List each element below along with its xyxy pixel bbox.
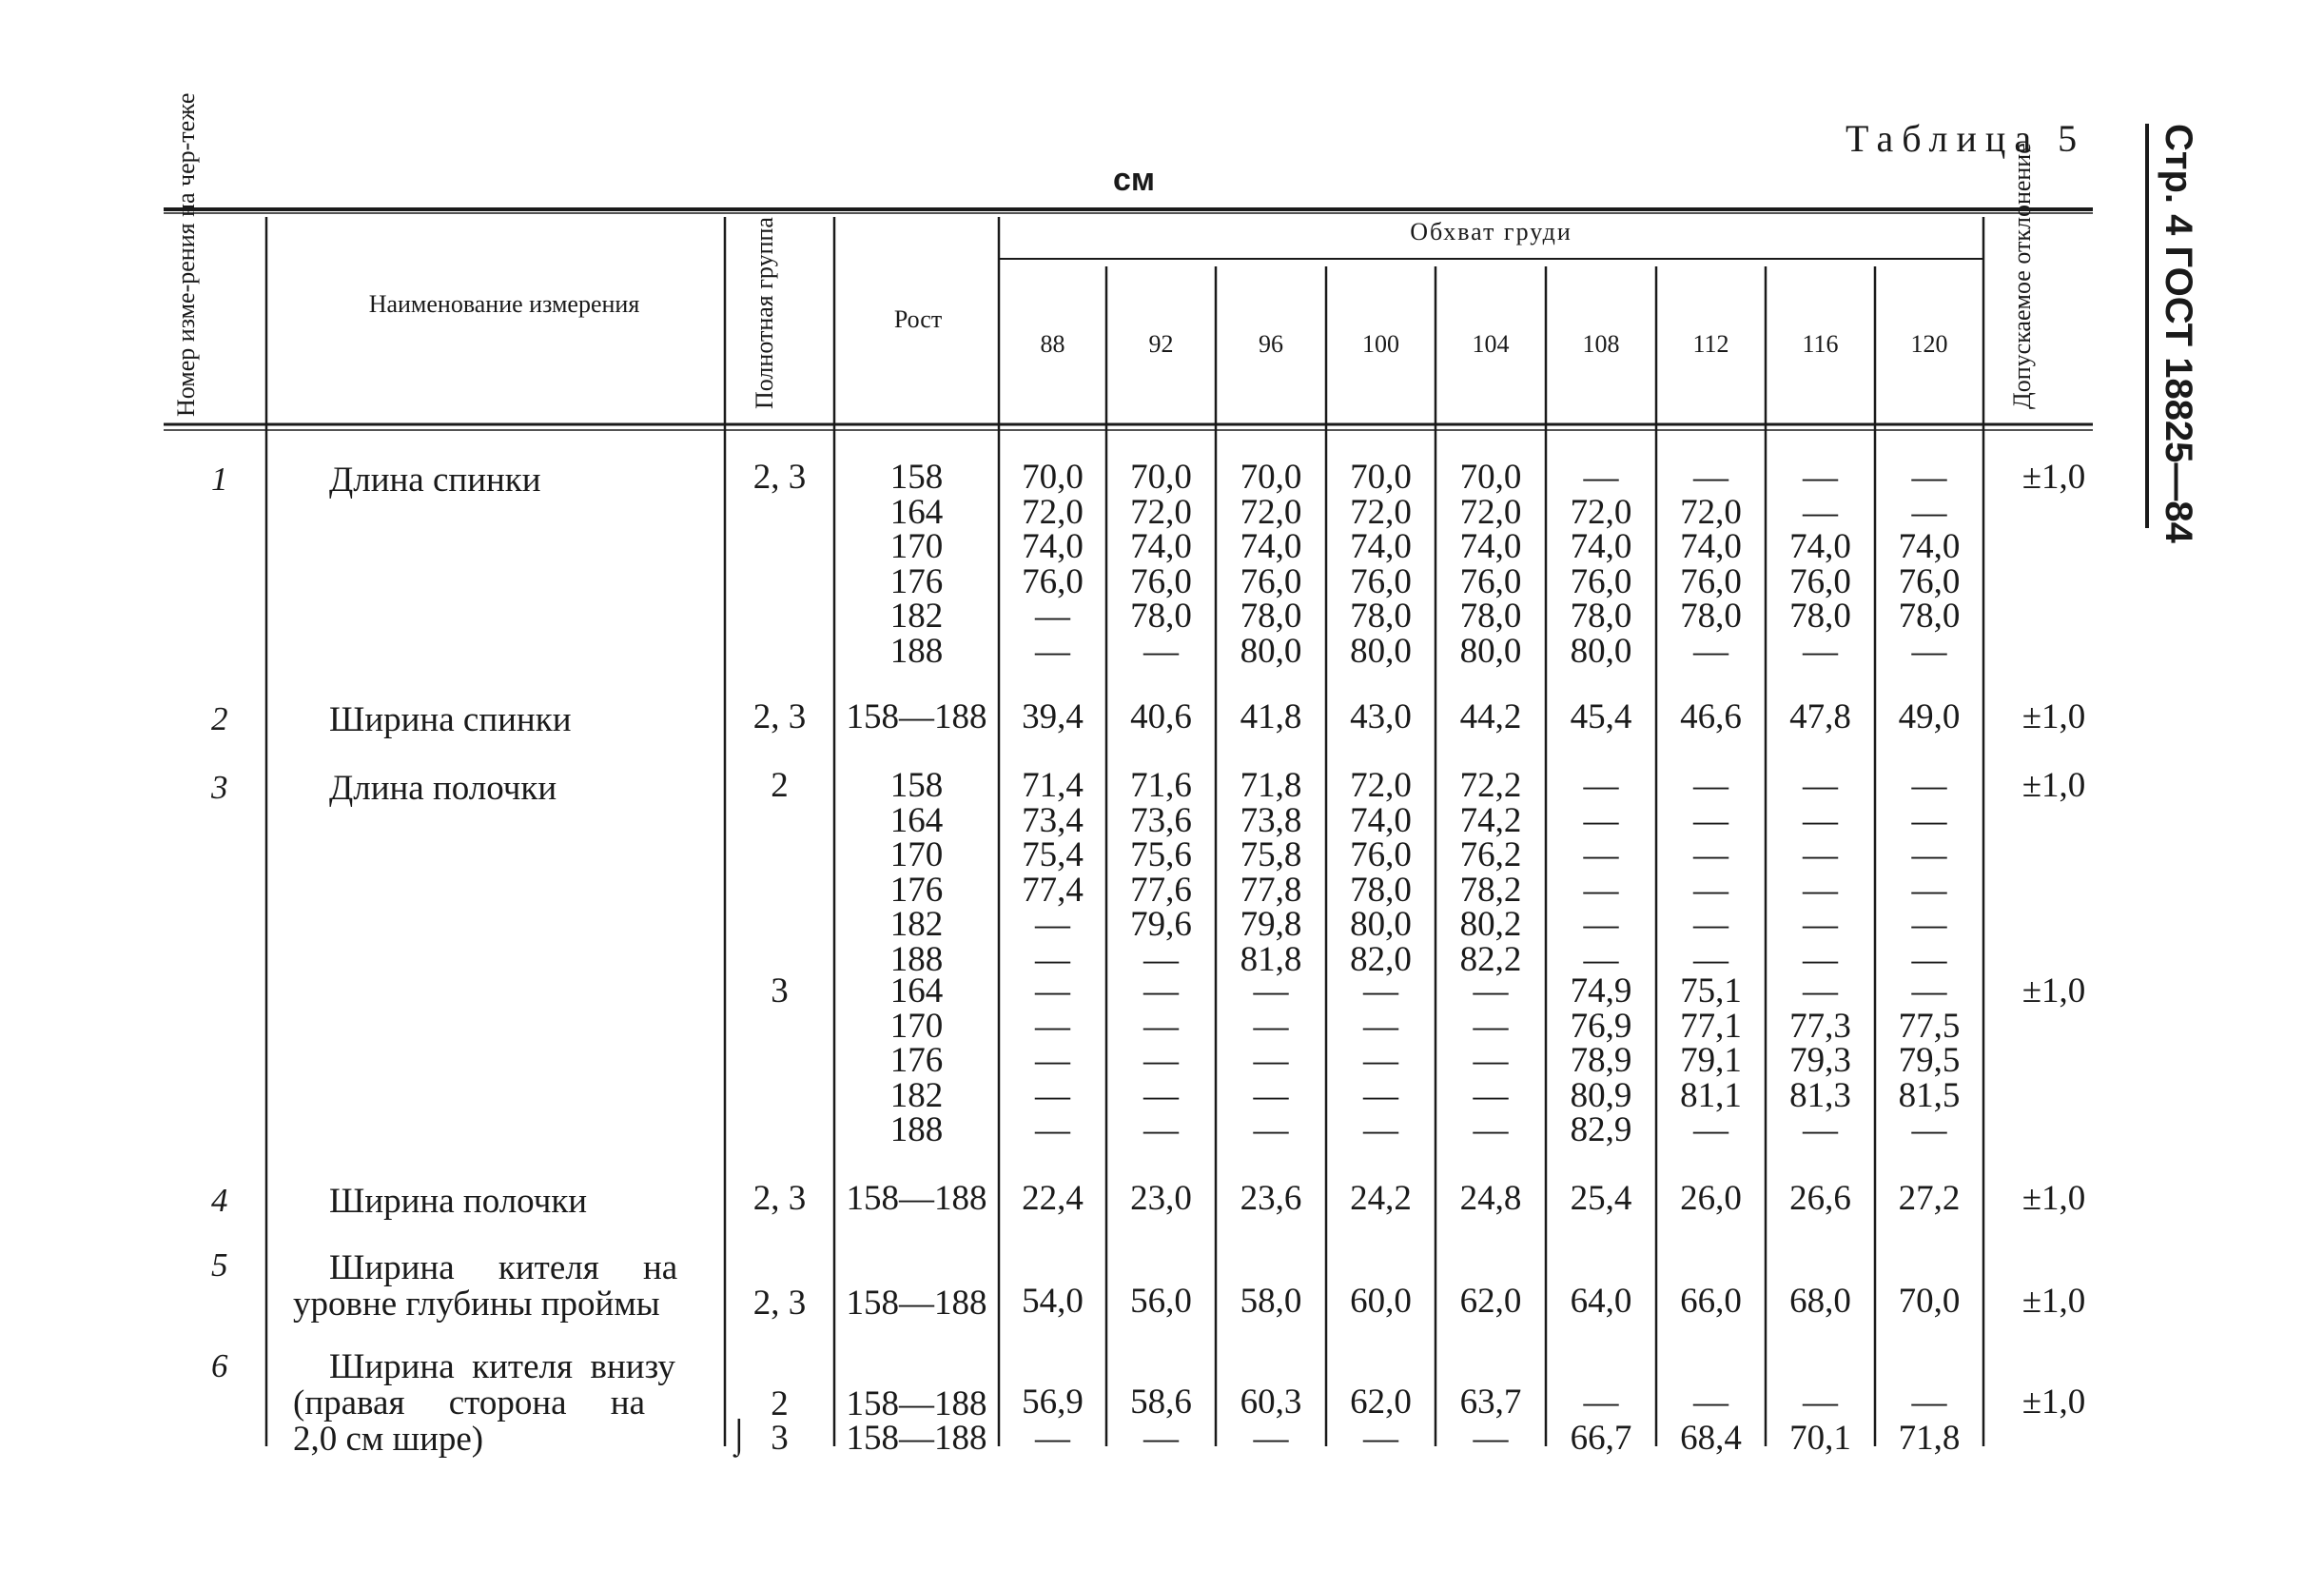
row-5-chest-104: 62,0 [1459, 1282, 1522, 1321]
row-5-chest-100: 60,0 [1350, 1282, 1412, 1321]
row-6-group-3-chest-88: — [1035, 1419, 1070, 1458]
row-4-chest-92: 23,0 [1130, 1179, 1192, 1218]
row-3-group-2-chest-100: 72,0 74,0 76,0 78,0 80,0 82,0 [1350, 766, 1412, 979]
row-1-heights: 158 164 170 176 182 188 [889, 458, 944, 671]
row-3-group-2: 2 [771, 766, 789, 805]
row-1-chest-100: 70,0 72,0 74,0 76,0 78,0 80,0 [1350, 458, 1412, 671]
row-6-number: 6 [211, 1347, 228, 1384]
unit-label: см [1113, 162, 1156, 198]
row-1-chest-108: — 72,0 74,0 76,0 78,0 80,0 [1570, 458, 1632, 671]
row-5-chest-120: 70,0 [1898, 1282, 1961, 1321]
row-3-number: 3 [211, 769, 228, 806]
row-6-brace: ⌡ [729, 1417, 750, 1455]
row-2-chest-112: 46,6 [1680, 697, 1742, 736]
row-5-chest-112: 66,0 [1680, 1282, 1742, 1321]
row-2-chest-120: 49,0 [1898, 697, 1961, 736]
row-5-number: 5 [211, 1246, 228, 1284]
row-1-chest-116: — — 74,0 76,0 78,0 — [1789, 458, 1851, 671]
row-3-group-3-chest-88: — — — — — [1035, 971, 1070, 1149]
row-3-group-2-chest-88: 71,4 73,4 75,4 77,4 — — [1022, 766, 1084, 979]
row-3-group-2-chest-116: — — — — — — [1803, 766, 1838, 979]
header-measure-name: Наименование измерения [368, 290, 640, 318]
row-4-chest-104: 24,8 [1459, 1179, 1522, 1218]
row-4-name: Ширина полочки [329, 1182, 588, 1221]
row-6-group-3: 3 [771, 1419, 789, 1458]
row-4-number: 4 [211, 1182, 228, 1219]
row-5-chest-88: 54,0 [1022, 1282, 1084, 1321]
row-1-chest-92: 70,0 72,0 74,0 76,0 78,0 — [1130, 458, 1192, 671]
row-5-chest-96: 58,0 [1240, 1282, 1302, 1321]
header-chest-104: 104 [1472, 330, 1510, 358]
row-3-group-2-chest-104: 72,2 74,2 76,2 78,2 80,2 82,2 [1459, 766, 1522, 979]
row-3-group-2-chest-92: 71,6 73,6 75,6 77,6 79,6 — [1130, 766, 1192, 979]
row-6-group-2-heights: 158—188 [846, 1384, 987, 1423]
row-6-group-3-chest-108: 66,7 [1570, 1419, 1632, 1458]
row-4-group: 2, 3 [752, 1179, 807, 1218]
row-6-name-line-1: Ширина кителя внизу [329, 1347, 675, 1386]
row-3-group-2-heights: 158 164 170 176 182 188 [889, 766, 944, 979]
row-6-group-2-chest-88: 56,9 [1022, 1383, 1084, 1422]
row-5-name-line-1: Ширина кителя на [329, 1248, 678, 1287]
row-6-group-2-chest-116: — [1803, 1383, 1838, 1422]
row-3-group-3-chest-116: — 77,3 79,3 81,3 — [1789, 971, 1851, 1149]
row-6-group-2-chest-100: 62,0 [1350, 1383, 1412, 1422]
header-tolerance: Допускаемое отклонение [2008, 143, 2036, 409]
row-3-group-2-tolerance: ±1,0 [2021, 766, 2086, 805]
row-6-group-3-chest-92: — [1143, 1419, 1179, 1458]
row-3-group-2-chest-108: — — — — — — [1583, 766, 1619, 979]
row-2-chest-104: 44,2 [1459, 697, 1522, 736]
header-fullness-group: Полнотная группа [751, 217, 778, 409]
row-6-tolerance: ±1,0 [2021, 1383, 2086, 1422]
row-2-chest-88: 39,4 [1022, 697, 1084, 736]
row-1-tolerance: ±1,0 [2021, 458, 2086, 497]
row-6-group-3-chest-100: — [1363, 1419, 1398, 1458]
header-height: Рост [893, 305, 943, 333]
row-3-group-3-chest-92: — — — — — [1143, 971, 1179, 1149]
row-1-number: 1 [211, 461, 228, 498]
header-chest-girth: Обхват груди [1410, 218, 1572, 245]
row-4-chest-88: 22,4 [1022, 1179, 1084, 1218]
row-2-chest-108: 45,4 [1570, 697, 1632, 736]
row-4-tolerance: ±1,0 [2021, 1179, 2086, 1218]
row-6-name-line-2: (правая сторона на [293, 1383, 646, 1422]
row-2-chest-96: 41,8 [1240, 697, 1302, 736]
row-2-name: Ширина спинки [329, 700, 572, 739]
row-1-name: Длина спинки [329, 461, 541, 500]
row-6-group-2-chest-92: 58,6 [1130, 1383, 1192, 1422]
row-3-group-3-chest-120: — 77,5 79,5 81,5 — [1898, 971, 1961, 1149]
row-2-group: 2, 3 [752, 697, 807, 736]
row-4-chest-120: 27,2 [1898, 1179, 1961, 1218]
row-3-group-3-heights: 164 170 176 182 188 [889, 971, 944, 1149]
row-5-chest-92: 56,0 [1130, 1282, 1192, 1321]
row-2-tolerance: ±1,0 [2021, 697, 2086, 736]
row-2-chest-92: 40,6 [1130, 697, 1192, 736]
row-1-group: 2, 3 [752, 458, 807, 497]
row-5-chest-116: 68,0 [1789, 1282, 1851, 1321]
row-2-chest-116: 47,8 [1789, 697, 1851, 736]
row-6-group-2-chest-104: 63,7 [1459, 1383, 1522, 1422]
row-6-group-3-chest-116: 70,1 [1789, 1419, 1851, 1458]
row-3-group-3-chest-100: — — — — — [1363, 971, 1398, 1149]
row-6-group-3-heights: 158—188 [846, 1419, 987, 1458]
row-2-number: 2 [211, 700, 228, 737]
row-1-chest-112: — 72,0 74,0 76,0 78,0 — [1680, 458, 1742, 671]
row-6-group-2-chest-96: 60,3 [1240, 1383, 1302, 1422]
row-6-group-2-chest-120: — [1911, 1383, 1947, 1422]
row-3-group-3-chest-112: 75,1 77,1 79,1 81,1 — [1680, 971, 1742, 1149]
header-chest-120: 120 [1910, 330, 1948, 358]
row-4-chest-112: 26,0 [1680, 1179, 1742, 1218]
row-5-name-line-2: уровне глубины проймы [293, 1285, 660, 1324]
header-chest-116: 116 [1802, 330, 1839, 358]
header-measure-number: Номер изме-рения на чер-теже [172, 92, 200, 417]
side-page-header-text: Стр. 4 ГОСТ 18825—84 [2158, 124, 2199, 543]
row-1-chest-104: 70,0 72,0 74,0 76,0 78,0 80,0 [1459, 458, 1522, 671]
header-chest-108: 108 [1582, 330, 1620, 358]
row-6-group-2: 2 [771, 1384, 789, 1423]
row-4-chest-108: 25,4 [1570, 1179, 1632, 1218]
row-6-name-line-3: 2,0 см шире) [293, 1420, 484, 1459]
row-3-group-3: 3 [771, 971, 789, 1010]
header-chest-112: 112 [1692, 330, 1729, 358]
row-1-chest-88: 70,0 72,0 74,0 76,0 — — [1022, 458, 1084, 671]
row-3-group-3-chest-108: 74,9 76,9 78,9 80,9 82,9 [1570, 971, 1632, 1149]
table-title: Таблица 5 [1846, 117, 2086, 160]
header-chest-92: 92 [1148, 330, 1174, 358]
row-3-group-2-chest-112: — — — — — — [1693, 766, 1728, 979]
row-6-group-3-chest-112: 68,4 [1680, 1419, 1742, 1458]
row-5-tolerance: ±1,0 [2021, 1282, 2086, 1321]
row-6-group-3-chest-120: 71,8 [1898, 1419, 1961, 1458]
header-chest-96: 96 [1259, 330, 1283, 358]
row-6-group-2-chest-108: — [1583, 1383, 1619, 1422]
row-1-chest-120: — — 74,0 76,0 78,0 — [1898, 458, 1961, 671]
row-4-chest-100: 24,2 [1350, 1179, 1412, 1218]
row-3-group-2-chest-96: 71,8 73,8 75,8 77,8 79,8 81,8 [1240, 766, 1302, 979]
row-1-chest-96: 70,0 72,0 74,0 76,0 78,0 80,0 [1240, 458, 1302, 671]
row-2-heights: 158—188 [846, 697, 987, 736]
row-6-group-3-chest-104: — [1473, 1419, 1509, 1458]
header-chest-100: 100 [1362, 330, 1399, 358]
row-2-chest-100: 43,0 [1350, 697, 1412, 736]
row-4-heights: 158—188 [846, 1179, 987, 1218]
row-3-group-3-tolerance: ±1,0 [2021, 971, 2086, 1010]
row-6-group-3-chest-96: — [1253, 1419, 1289, 1458]
header-chest-88: 88 [1040, 330, 1065, 358]
row-5-group: 2, 3 [752, 1284, 807, 1323]
row-3-group-2-chest-120: — — — — — — [1911, 766, 1947, 979]
row-4-chest-96: 23,6 [1240, 1179, 1302, 1218]
row-4-chest-116: 26,6 [1789, 1179, 1851, 1218]
row-3-group-3-chest-104: — — — — — [1473, 971, 1509, 1149]
row-3-group-3-chest-96: — — — — — [1253, 971, 1289, 1149]
row-3-name: Длина полочки [329, 769, 557, 808]
row-6-group-2-chest-112: — [1693, 1383, 1728, 1422]
row-5-chest-108: 64,0 [1570, 1282, 1632, 1321]
row-5-heights: 158—188 [846, 1284, 987, 1323]
